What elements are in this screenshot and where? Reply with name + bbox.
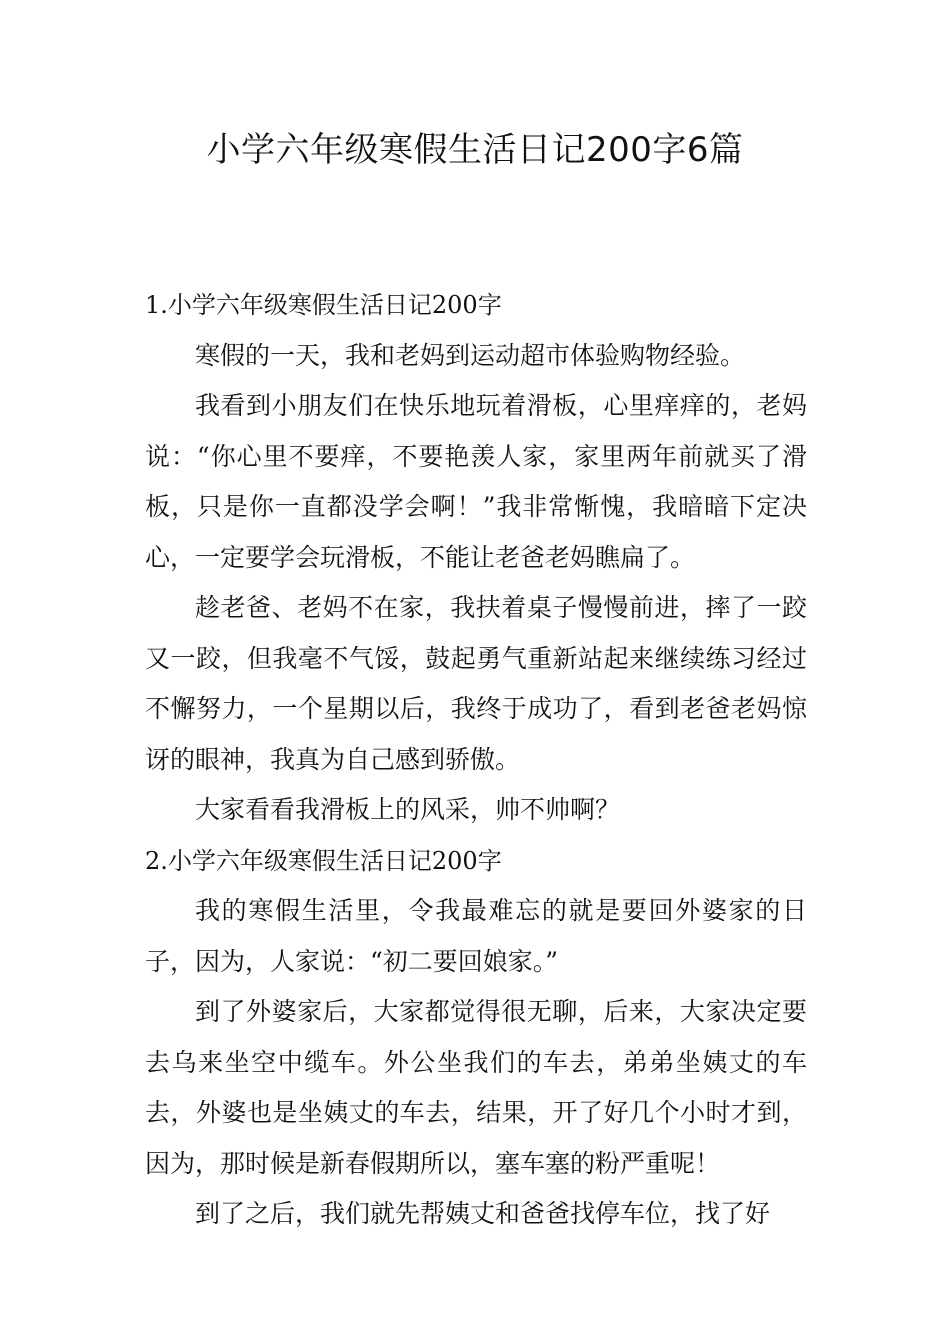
paragraph: 大家看看我滑板上的风采，帅不帅啊？ [195, 795, 621, 824]
section-heading: 2.小学六年级寒假生活日记200字 [145, 846, 502, 875]
paragraph: 到了外婆家后，大家都觉得很无聊，后来，大家决定要去乌来坐空中缆车。外公坐我们的车去，弟弟坐姨丈的车去，外婆也是坐姨丈的车去，结果，开了好几个小时才到，因为，那时候是新春假期所以，塞车塞的粉严重呢！ [145, 997, 807, 1178]
section-1 [145, 280, 807, 836]
document-body [145, 280, 807, 1240]
paragraph: 我的寒假生活里，令我最难忘的就是要回外婆家的日子，因为，人家说：“初二要回娘家。” [145, 896, 807, 976]
paragraph: 到了之后，我们就先帮姨丈和爸爸找停车位，找了好 [195, 1199, 771, 1228]
document-title: 小学六年级寒假生活日记200字6篇 [206, 130, 744, 170]
section-2 [145, 836, 807, 1240]
section-heading: 1.小学六年级寒假生活日记200字 [145, 291, 502, 319]
paragraph: 寒假的一天，我和老妈到运动超市体验购物经验。 [195, 340, 746, 370]
paragraph: 我看到小朋友们在快乐地玩着滑板，心里痒痒的，老妈说：“你心里不要痒，不要艳羡人家，家里两年前就买了滑板，只是你一直都没学会啊！”我非常惭愧，我暗暗下定决心，一定要学会玩滑板，不能让老爸老妈瞧扁了。 [145, 391, 807, 572]
paragraph: 趁老爸、老妈不在家，我扶着桌子慢慢前进，摔了一跤又一跤，但我毫不气馁，鼓起勇气重新站起来继续练习经过不懈努力，一个星期以后，我终于成功了，看到老爸老妈惊讶的眼神，我真为自己感到骄傲。 [145, 593, 807, 774]
